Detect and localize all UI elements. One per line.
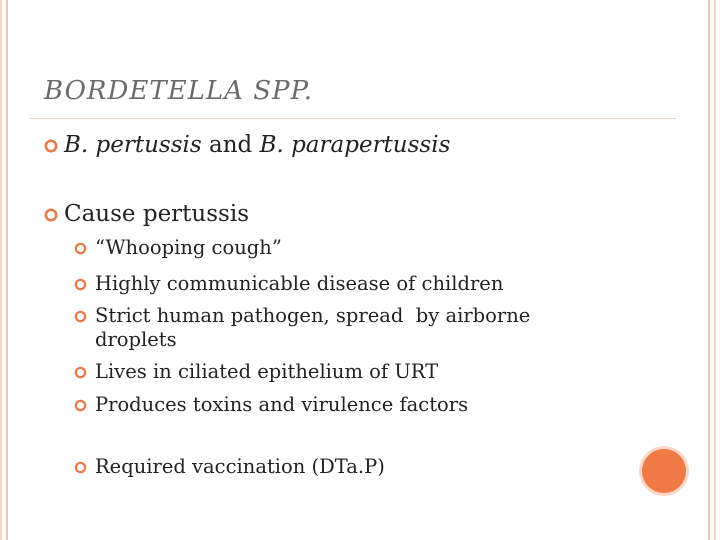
bullet-ring-icon	[74, 366, 87, 379]
bullet-cause	[44, 201, 249, 227]
bullet-ring-icon	[44, 139, 58, 153]
sub-bullet	[74, 455, 594, 479]
sub-bullet	[74, 272, 594, 296]
orange-circle-icon	[642, 449, 686, 493]
bullet-ring-icon	[74, 278, 87, 291]
species-parapertussis: B. parapertussis	[259, 132, 451, 158]
bullet-ring-icon	[74, 461, 87, 474]
bullet-ring-icon	[44, 208, 58, 222]
bullet-ring-icon	[74, 310, 87, 323]
sub-bullet-text: Required vaccination (DTa.P)	[95, 455, 385, 478]
title-divider	[30, 118, 676, 119]
sub-bullet-text: Produces toxins and virulence factors	[95, 393, 469, 416]
sub-bullet-text: “Whooping cough”	[95, 236, 282, 259]
sub-bullet-text: Strict human pathogen, spread by airborne droplets	[95, 304, 537, 351]
bullet-cause-text: Cause pertussis	[64, 201, 249, 227]
sub-bullet	[74, 360, 594, 384]
bullet-species	[44, 132, 450, 158]
sub-bullet	[74, 304, 574, 352]
bullet-ring-icon	[74, 399, 87, 412]
sub-bullet	[74, 236, 594, 260]
sub-bullet-text: Lives in ciliated epithelium of URT	[95, 360, 439, 383]
species-pertussis: B. pertussis	[64, 132, 202, 158]
sub-bullet	[74, 393, 594, 417]
sub-bullet-text: Highly communicable disease of children	[95, 272, 504, 295]
slide-title: BORDETELLA SPP.	[44, 76, 313, 106]
species-connector: and	[201, 132, 260, 158]
bullet-ring-icon	[74, 242, 87, 255]
